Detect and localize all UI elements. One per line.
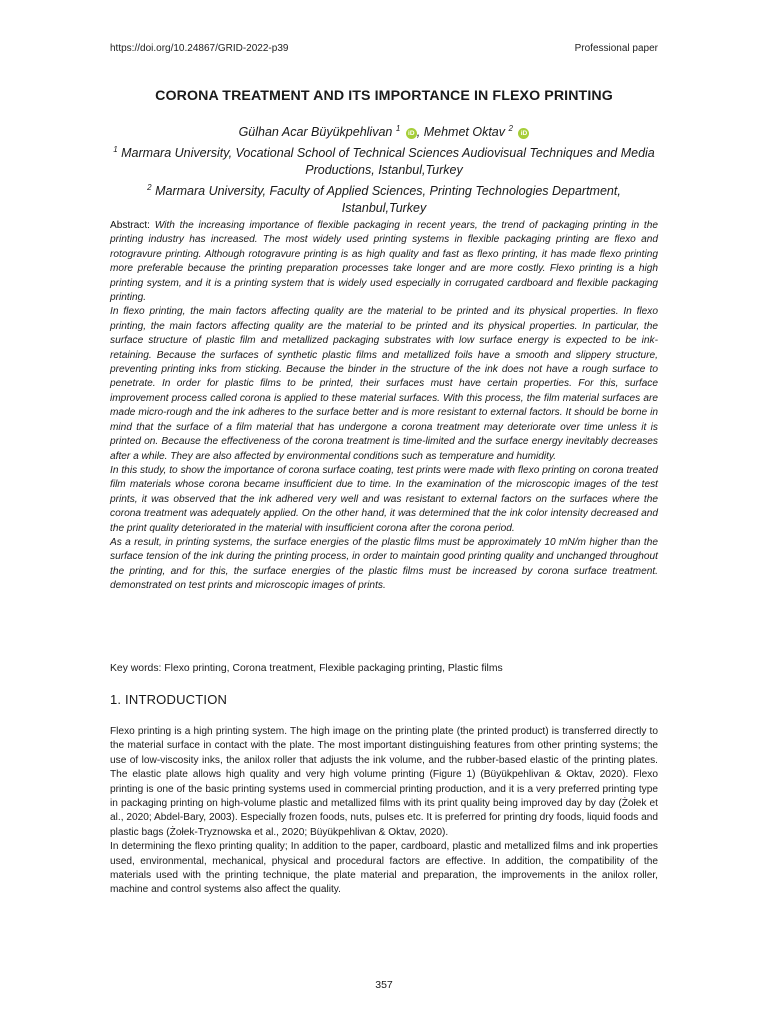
paper-title: CORONA TREATMENT AND ITS IMPORTANCE IN FLEXO PRINTING — [155, 88, 613, 104]
abstract-paragraph — [110, 219, 658, 305]
affiliation-number: 1 — [113, 145, 118, 155]
body-paragraph: Flexo printing is a high printing system. The high image on the printing plate (the printed product) is transferred directly to the material surface in contact with the plate. The most important distinguishing features from other printing systems; the use of low-viscosity inks, the anilox roller that adjusts the ink volume, and the rubber-based elastic of the printing plates. The elastic plate allows high quality and very high volume printing (Figure 1) (Büyükpehlivan & Oktav, 2020). Flexo printing is one of the basic printing systems used in commercial printing production, and it is a very preferred printing type in packaging printing on high-volume plastic and metallized films with its print quality being improved day by day (Żołek et al., 2020; Abdel-Bary, 2003). Especially frozen foods, nuts, pulses etc. It is preferred for printing dry foods, liquid foods and plastic bags (Żołek-Tryznowska et al., 2020; Büyükpehlivan & Oktav, 2020). — [110, 726, 658, 838]
body-paragraph: In determining the flexo printing quality; In addition to the paper, cardboard, plastic and metallized films and ink properties used, environmental, mechanical, physical and procedural factors are effective. In addition, the compatibility of the materials used with the printing technique, the plate material and preparation, the improvements in the anilox roller, machine and control systems also affect the quality. — [110, 841, 658, 896]
affiliation-number: 2 — [147, 183, 152, 193]
orcid-icon[interactable]: iD — [406, 128, 417, 139]
orcid-icon[interactable]: iD — [518, 128, 529, 139]
abstract — [110, 219, 658, 594]
author-name: Gülhan Acar Büyükpehlivan — [238, 125, 393, 140]
abstract-paragraph: In this study, to show the importance of corona surface coating, test prints were made with flexo printing on corona treated film materials whose corona became insufficient due to time. In the examination of the microscopic images of the test prints, it was observed that the ink adhered very well and was resistant to external factors on the surfaces where the corona treatment was adequately applied. On the other hand, it was determined that the ink color intensity decreased and the print quality deteriorated in the material with insufficient corona after the corona period. — [110, 464, 658, 534]
author-block — [110, 120, 658, 217]
affiliation-text: Marmara University, Vocational School of Technical Sciences Audiovisual Techniques and Media Productions, Istanbul,Turkey — [117, 146, 655, 178]
affiliation-text: Marmara University, Faculty of Applied Sciences, Printing Technologies Department, Istanbul,Turkey — [151, 184, 621, 216]
keywords-label: Key words: — [110, 663, 162, 674]
keywords-text: Flexo printing, Corona treatment, Flexible packaging printing, Plastic films — [161, 663, 503, 674]
author-separator: , — [416, 125, 424, 140]
abstract-label: Abstract: — [110, 220, 150, 231]
author-name: Mehmet Oktav — [423, 125, 506, 140]
abstract-paragraph: As a result, in printing systems, the surface energies of the plastic films must be approximately 10 mN/m higher than the surface tension of the ink during the printing process, in order to maintain good printing quality and unchanged throughout the printing, and for this, the surface energies of the plastic films must be increased by corona surface treatment. demonstrated on test prints and microscopic images of prints. — [110, 536, 658, 592]
author-affil-ref: 2 — [508, 124, 513, 133]
paper-type: Professional paper — [574, 43, 658, 54]
abstract-text: With the increasing importance of flexible packaging in recent years, the trend of packaging printing in the printing industry has increased. The most widely used printing systems in flexible packaging printing are flexo and rotogravure printing. Although rotogravure printing is as high quality and fast as flexo printing, it has made flexo printing more preferable because the printing preparation processes take longer and are more costly. Flexo printing is a high printing system, and it is a printing system that is widely used especially in corrugated cardboard and flexible packaging printing. — [110, 220, 658, 304]
section-body — [110, 725, 658, 898]
page-number: 357 — [375, 979, 393, 991]
author-affil-ref: 1 — [395, 124, 401, 133]
doi-link[interactable]: https://doi.org/10.24867/GRID-2022-p39 — [110, 43, 289, 54]
affiliation — [110, 141, 658, 179]
keywords — [110, 663, 658, 674]
author-line — [110, 120, 658, 141]
abstract-paragraph: In flexo printing, the main factors affecting quality are the material to be printed and its physical properties. In flexo printing, the main factors affecting quality are the material to be printed and its physical properties. In particular, the surface structure of plastic film and metallized packaging substrates with low surface energy is expected to be ink-retaining. Because the surfaces of synthetic plastic films and metallized foils have a smooth and slippery structure, preventing printing inks from sticking. Because the binder in the structure of the ink does not have a rough surface to penetrate. In order for plastic films to be printed, their surfaces must have certain properties. For this, surface improvement process called corona is applied to these material surfaces. With this process, the film material surfaces are made micro-rough and the ink adheres to the surface better and is more resistant to external factors. It should be borne in mind that the surface of a film material that has undergone a corona treatment may deteriorate over time unless it is printed on. Because the effectiveness of the corona treatment is time-limited and the surface energy inevitably decreases after a while. They are also affected by environmental conditions such as temperature and humidity. — [110, 306, 658, 462]
section-heading: 1. INTRODUCTION — [110, 692, 228, 707]
affiliation — [110, 179, 658, 217]
